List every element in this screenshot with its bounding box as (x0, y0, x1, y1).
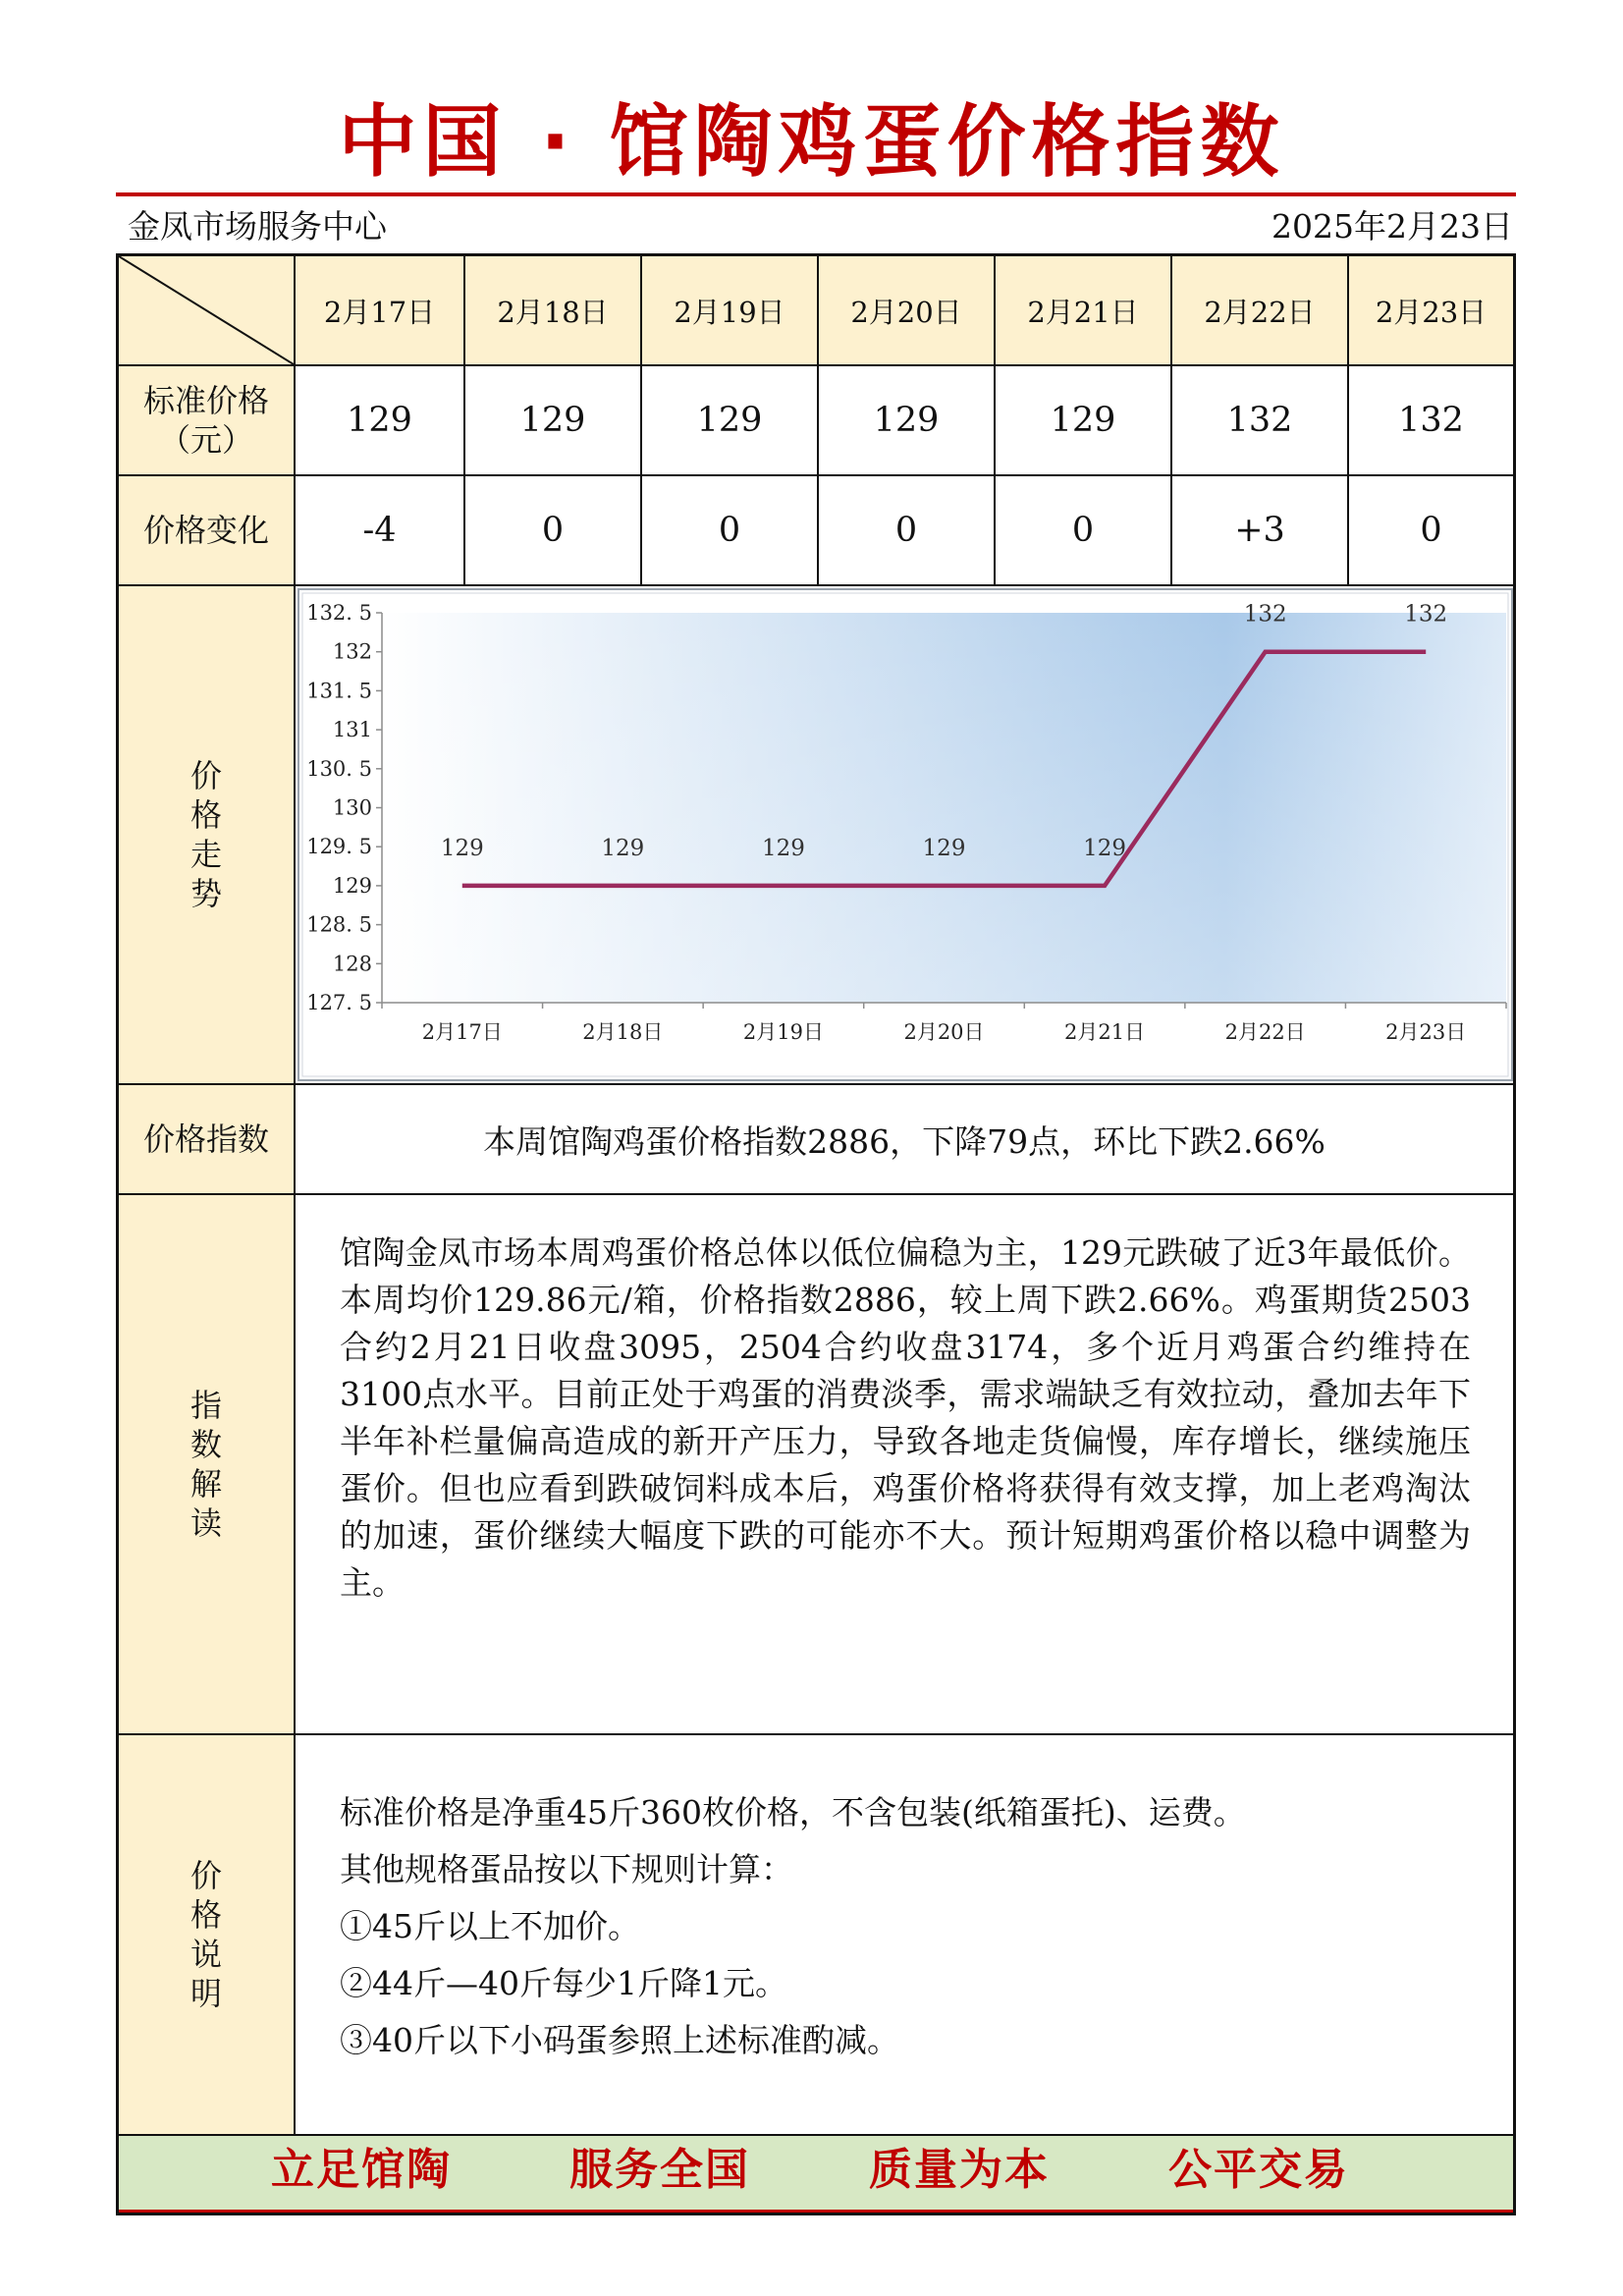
title-underline (116, 192, 1516, 196)
column-divider (463, 256, 465, 584)
row-divider (116, 1083, 1516, 1085)
change-value-4: 0 (894, 511, 918, 550)
data-label: 129 (922, 835, 966, 861)
price-value-6: 132 (1226, 401, 1293, 440)
column-divider (640, 256, 642, 584)
column-divider (1170, 256, 1172, 584)
index-summary: 本周馆陶鸡蛋价格指数2886，下降79点，环比下跌2.66% (483, 1121, 1325, 1161)
y-tick-label: 128. 5 (306, 912, 372, 937)
analysis-text: 馆陶金凤市场本周鸡蛋价格总体以低位偏稳为主，129元跌破了近3年最低价。本周均价129.86元/箱，价格指数2886，较上周下跌2.66%。鸡蛋期货2503合约2月21日收盘3095，2504合约收盘3174，多个近月鸡蛋合约维持在3100点水平。目前正处于鸡蛋的消费淡季，需求端缺乏有效拉动，叠加去年下半年补栏量偏高造成的新开产压力，导致各地走货偏慢，库存增长，继续施压蛋价。但也应看到跌破饲料成本后，鸡蛋价格将获得有效支撑，加上老鸡淘汰的加速，蛋价继续大幅度下跌的可能亦不大。预计短期鸡蛋价格以稳中调整为主。 (340, 1233, 1471, 1602)
price-trend-svg (297, 587, 1514, 1082)
change-value-7: 0 (1420, 511, 1442, 550)
column-divider (817, 256, 819, 584)
corner-diagonal (119, 256, 294, 364)
slogan-1: 立足馆陶 (271, 2145, 452, 2195)
note-line-4: ②44斤—40斤每少1斤降1元。 (340, 1964, 787, 2002)
data-label: 129 (761, 835, 805, 861)
slogan-2: 服务全国 (569, 2145, 750, 2195)
y-tick-label: 128 (332, 952, 372, 976)
x-tick-label: 2月21日 (1064, 1020, 1146, 1044)
x-tick-label: 2月17日 (421, 1020, 503, 1044)
date-header-2: 2月18日 (465, 256, 640, 364)
column-divider (994, 256, 996, 584)
note-line-5: ③40斤以下小码蛋参照上述标准酌减。 (340, 2021, 899, 2059)
slogan-4: 公平交易 (1168, 2145, 1349, 2195)
x-tick-label: 2月23日 (1385, 1020, 1467, 1044)
plot-area (382, 613, 1506, 1003)
row-divider (116, 1733, 1516, 1735)
price-trend-chart (297, 587, 1514, 1082)
data-label: 129 (1083, 835, 1127, 861)
y-tick-label: 127. 5 (306, 991, 372, 1014)
data-label: 129 (440, 835, 484, 861)
trend-label: 价格走势 (189, 757, 222, 912)
price-value-3: 129 (696, 401, 763, 440)
analysis-label-cell (119, 1195, 294, 1733)
x-tick-label: 2月22日 (1224, 1020, 1306, 1044)
slogan-3: 质量为本 (869, 2145, 1050, 2195)
page-title: 中国 · 馆陶鸡蛋价格指数 (338, 96, 1285, 188)
price-value-5: 129 (1050, 401, 1116, 440)
note-line-2: 其他规格蛋品按以下规则计算： (340, 1850, 793, 1888)
change-value-2: 0 (541, 511, 565, 550)
data-label: 132 (1243, 601, 1287, 628)
report-date: 2025年2月23日 (1271, 207, 1513, 246)
price-value-7: 132 (1398, 401, 1464, 440)
notes-label: 价格说明 (189, 1857, 222, 2012)
y-tick-label: 130 (332, 795, 372, 820)
note-line-1: 标准价格是净重45斤360枚价格，不含包装(纸箱蛋托)、运费。 (340, 1793, 1246, 1831)
price-value-4: 129 (873, 401, 940, 440)
date-header-4: 2月20日 (819, 256, 994, 364)
footer-underline (119, 2210, 1513, 2213)
price-notes (340, 1784, 1469, 2069)
price-label: 标准价格 （元） (119, 366, 294, 474)
y-tick-label: 131. 5 (306, 679, 372, 703)
x-tick-label: 2月18日 (582, 1020, 664, 1044)
y-tick-label: 132. 5 (306, 601, 372, 625)
change-value-3: 0 (718, 511, 741, 550)
y-tick-label: 130. 5 (306, 756, 372, 781)
change-label: 价格变化 (119, 476, 294, 584)
analysis-label: 指数解读 (189, 1387, 222, 1542)
column-divider (294, 256, 296, 2134)
change-value-1: -4 (362, 511, 397, 550)
row-divider (116, 474, 1516, 476)
data-label: 129 (601, 835, 645, 861)
plot-overlay (382, 613, 1506, 1003)
y-tick-label: 129 (332, 873, 372, 898)
note-line-3: ①45斤以上不加价。 (340, 1907, 640, 1945)
change-value-6: +3 (1234, 511, 1285, 550)
date-header-1: 2月17日 (296, 256, 463, 364)
column-divider (1347, 256, 1349, 584)
y-tick-label: 132 (332, 639, 372, 664)
trend-label-cell (119, 586, 294, 1083)
change-value-5: 0 (1071, 511, 1095, 550)
organization-name: 金凤市场服务中心 (128, 207, 387, 246)
date-header-6: 2月22日 (1172, 256, 1347, 364)
data-label: 132 (1404, 601, 1448, 628)
date-header-5: 2月21日 (996, 256, 1170, 364)
index-label: 价格指数 (119, 1085, 294, 1193)
row-divider (116, 1193, 1516, 1195)
date-header-3: 2月19日 (642, 256, 817, 364)
y-tick-label: 131 (332, 718, 372, 742)
x-tick-label: 2月19日 (742, 1020, 824, 1044)
price-value-1: 129 (347, 401, 412, 440)
x-tick-label: 2月20日 (903, 1020, 985, 1044)
notes-label-cell (119, 1735, 294, 2134)
row-divider (116, 584, 1516, 586)
row-divider (116, 364, 1516, 366)
price-value-2: 129 (519, 401, 586, 440)
y-tick-label: 129. 5 (306, 835, 372, 859)
date-header-7: 2月23日 (1349, 256, 1513, 364)
